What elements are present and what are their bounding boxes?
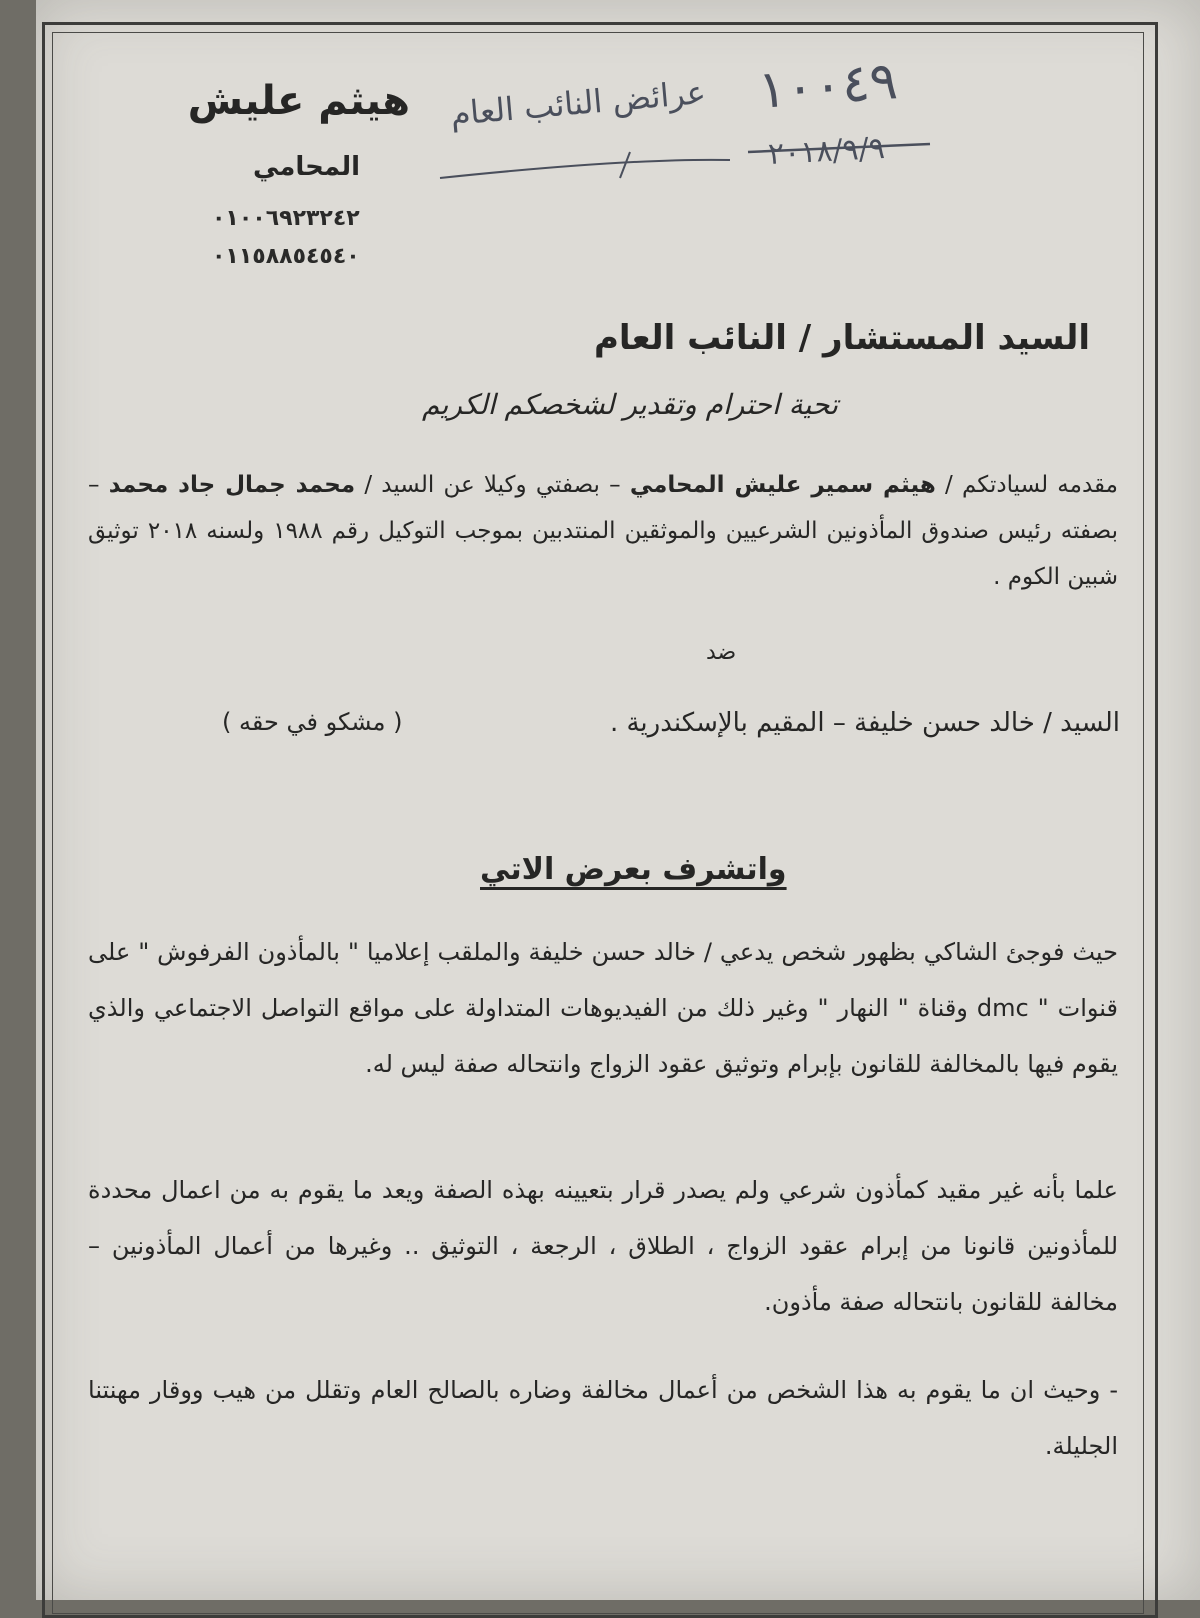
- section-title: واتشرف بعرض الاتي: [480, 852, 787, 887]
- intro-lawyer: هيثم سمير عليش المحامي: [629, 472, 936, 498]
- defendant-note: ( مشكو في حقه ): [222, 708, 403, 736]
- phone-number-2: ٠١١٥٨٨٥٤٥٤٠: [212, 244, 360, 269]
- registration-label: عرائض النائب العام: [448, 72, 708, 134]
- body-paragraph-3: - وحيث ان ما يقوم به هذا الشخص من أعمال مخالفة وضاره بالصالح العام وتقلل من هيب ووقار مهنتنا الجليلة.: [88, 1376, 1118, 1460]
- lawyer-title: المحامي: [252, 152, 360, 182]
- intro-client: محمد جمال جاد محمد: [108, 472, 356, 498]
- against-label: ضد: [706, 640, 737, 665]
- defendant: السيد / خالد حسن خليفة – المقيم بالإسكندرية .: [609, 708, 1120, 738]
- registration-number: ١٠٠٤٩: [756, 51, 900, 121]
- intro-rest: – بصفته رئيس صندوق المأذونين الشرعيين والموثقين المنتدبين بموجب التوكيل رقم ١٩٨٨ ولسنه ٢٠١٨ توثيق شبين الكوم .: [88, 472, 1118, 590]
- body-paragraph-2: علما بأنه غير مقيد كمأذون شرعي ولم يصدر قرار بتعيينه بهذه الصفة ويعد ما يقوم به من اعمال محددة للمأذونين قانونا من إبرام عقود الزواج ، الطلاق ، الرجعة ، التوثيق .. وغيرها من أعمال المأذونين – مخالفة للقانون بانتحاله صفة مأذون.: [88, 1176, 1118, 1316]
- handwritten-strokes: [430, 108, 950, 198]
- intro-mid: – بصفتي وكيلا عن السيد /: [355, 472, 630, 498]
- phone-number-1: ٠١٠٠٦٩٢٣٢٤٢: [212, 206, 360, 231]
- registration-date: ٢٠١٨/٩/٩: [767, 130, 886, 173]
- intro-lead: مقدمه لسيادتكم /: [935, 472, 1118, 498]
- body-paragraph-1: حيث فوجئ الشاكي بظهور شخص يدعي / خالد حسن خليفة والملقب إعلاميا " بالمأذون الفرفوش " على قنوات " dmc وقناة " النهار " وغير ذلك من الفيديوهات المتداولة على مواقع التواصل الاجتماعي والذي يقوم فيها بالمخالفة للقانون بإبرام وتوثيق عقود الزواج وانتحاله صفة ليس له.: [88, 938, 1118, 1078]
- lawyer-name: هيثم عليش: [187, 78, 410, 124]
- intro-paragraph: [88, 462, 1118, 600]
- greeting: تحية احترام وتقدير لشخصكم الكريم: [421, 388, 838, 421]
- addressee: السيد المستشار / النائب العام: [593, 318, 1090, 358]
